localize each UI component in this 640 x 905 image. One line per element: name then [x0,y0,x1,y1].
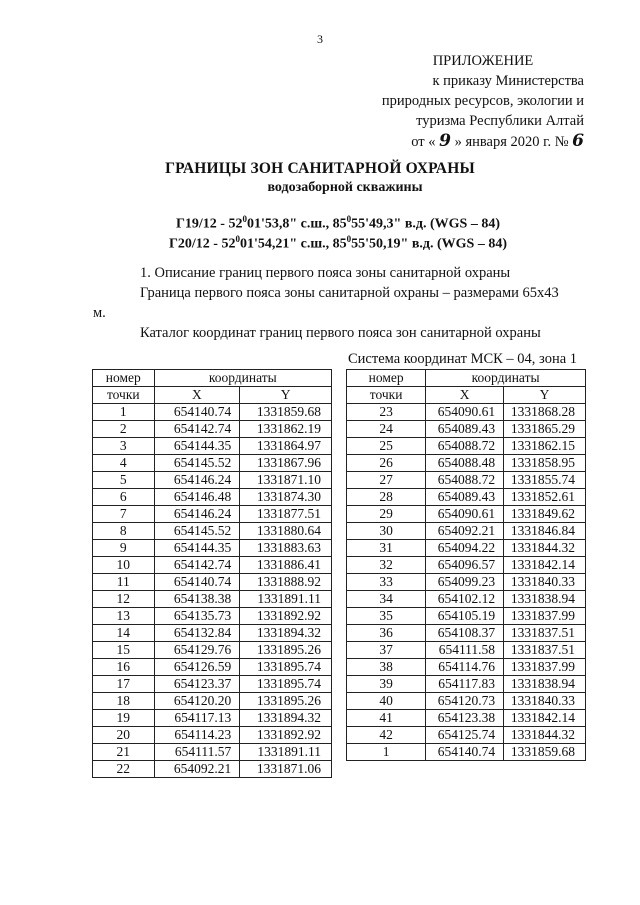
cell-x: 654090.61 [426,506,504,523]
cell-point-number: 38 [347,659,426,676]
table-row [93,506,332,523]
table-row [93,591,332,608]
appendix-line-1: к приказу Министерства [432,73,584,89]
table-row [347,489,586,506]
cell-y: 1331840.33 [504,574,586,591]
cell-point-number: 11 [93,574,155,591]
table-row [347,676,586,693]
cell-y: 1331867.96 [240,455,332,472]
well-coordinates-2: $Г20/12 - 52^001'54,21$" с.ш., $85^055'50,19$" в.д. (WGS – 84) [169,234,507,252]
table-row [347,659,586,676]
cell-x: 654140.74 [154,404,240,421]
cell-x: 654125.74 [426,727,504,744]
cell-x: 654144.35 [154,540,240,557]
cell-x: 654090.61 [426,404,504,421]
appendix-line-2: природных ресурсов, экологии и [381,93,584,109]
header-y: Y [240,387,332,404]
table-row [93,472,332,489]
cell-x: 654111.58 [426,642,504,659]
cell-point-number: 42 [347,727,426,744]
header-x: X [154,387,240,404]
cell-y: 1331871.06 [240,761,332,778]
section-1-text-end: м. [93,305,106,321]
table-row [93,540,332,557]
table-row [93,489,332,506]
cell-x: 654135.73 [154,608,240,625]
cell-x: 654140.74 [426,744,504,761]
cell-point-number: 22 [93,761,155,778]
cell-point-number: 39 [347,676,426,693]
document-title: ГРАНИЦЫ ЗОН САНИТАРНОЙ ОХРАНЫ [165,160,475,177]
table-row [93,693,332,710]
header-number: номер [347,370,426,387]
cell-point-number: 2 [93,421,155,438]
cell-y: 1331840.33 [504,693,586,710]
table-row [93,625,332,642]
table-row [93,744,332,761]
cell-x: 654099.23 [426,574,504,591]
header-y: Y [504,387,586,404]
table-row [347,710,586,727]
cell-point-number: 33 [347,574,426,591]
table-row [93,761,332,778]
document-subtitle: водозаборной скважины [267,180,423,195]
table-row [347,557,586,574]
table-row [347,506,586,523]
appendix-block [344,51,584,152]
cell-y: 1331838.94 [504,676,586,693]
cell-point-number: 13 [93,608,155,625]
cell-point-number: 14 [93,625,155,642]
date-day: 9 [439,131,451,151]
table-row [347,404,586,421]
appendix-date-line [344,131,584,152]
cell-x: 654144.35 [154,438,240,455]
order-number: 6 [572,131,584,151]
header-coordinates: координаты [154,370,331,387]
header-point: точки [347,387,426,404]
cell-x: 654132.84 [154,625,240,642]
section-1-text: Граница первого пояса зоны санитарной охраны – размерами 65х43 [140,285,559,301]
date-mid: » января 2020 г. № [454,134,569,150]
cell-x: 654146.48 [154,489,240,506]
table-row [93,557,332,574]
header-number: номер [93,370,155,387]
cell-point-number: 16 [93,659,155,676]
table-row [347,438,586,455]
cell-y: 1331859.68 [240,404,332,421]
cell-x: 654114.23 [154,727,240,744]
cell-x: 654145.52 [154,455,240,472]
table-row [347,693,586,710]
appendix-title: ПРИЛОЖЕНИЕ [432,53,534,69]
cell-point-number: 12 [93,591,155,608]
cell-x: 654088.72 [426,472,504,489]
cell-point-number: 8 [93,523,155,540]
cell-x: 654145.52 [154,523,240,540]
cell-point-number: 3 [93,438,155,455]
cell-y: 1331892.92 [240,608,332,625]
cell-y: 1331846.84 [504,523,586,540]
cell-point-number: 1 [93,404,155,421]
cell-y: 1331862.19 [240,421,332,438]
cell-y: 1331868.28 [504,404,586,421]
cell-point-number: 28 [347,489,426,506]
cell-y: 1331852.61 [504,489,586,506]
cell-x: 654126.59 [154,659,240,676]
table-row [93,523,332,540]
cell-x: 654142.74 [154,421,240,438]
cell-x: 654089.43 [426,421,504,438]
table-row [347,608,586,625]
table-row [347,421,586,438]
table-row [93,421,332,438]
table-row [93,404,332,421]
cell-y: 1331895.26 [240,642,332,659]
cell-x: 654129.76 [154,642,240,659]
cell-x: 654117.13 [154,710,240,727]
cell-y: 1331838.94 [504,591,586,608]
cell-y: 1331883.63 [240,540,332,557]
cell-y: 1331895.26 [240,693,332,710]
cell-point-number: 20 [93,727,155,744]
cell-y: 1331871.10 [240,472,332,489]
table-row [93,438,332,455]
cell-x: 654096.57 [426,557,504,574]
cell-y: 1331837.99 [504,659,586,676]
header-coordinates: координаты [426,370,586,387]
cell-point-number: 35 [347,608,426,625]
table-row [347,472,586,489]
cell-y: 1331842.14 [504,557,586,574]
cell-point-number: 17 [93,676,155,693]
table-row [93,710,332,727]
cell-point-number: 25 [347,438,426,455]
table-row [347,455,586,472]
cell-x: 654138.38 [154,591,240,608]
cell-point-number: 34 [347,591,426,608]
cell-point-number: 21 [93,744,155,761]
cell-point-number: 7 [93,506,155,523]
cell-y: 1331888.92 [240,574,332,591]
section-1-heading: 1. Описание границ первого пояса зоны санитарной охраны [140,265,511,281]
table-row [93,642,332,659]
header-x: X [426,387,504,404]
cell-x: 654146.24 [154,506,240,523]
cell-y: 1331892.92 [240,727,332,744]
cell-x: 654117.83 [426,676,504,693]
table-row [93,455,332,472]
table-row [347,540,586,557]
well-coordinates-1: $Г19/12 - 52^001'53,8$" с.ш., $85^055'49,3$" в.д. (WGS – 84) [176,214,500,232]
cell-point-number: 30 [347,523,426,540]
cell-y: 1331837.51 [504,642,586,659]
cell-y: 1331886.41 [240,557,332,574]
cell-y: 1331837.99 [504,608,586,625]
cell-point-number: 29 [347,506,426,523]
cell-point-number: 4 [93,455,155,472]
coordinates-table-left [92,369,332,778]
cell-y: 1331865.29 [504,421,586,438]
cell-point-number: 15 [93,642,155,659]
cell-point-number: 37 [347,642,426,659]
cell-x: 654123.38 [426,710,504,727]
cell-x: 654092.21 [154,761,240,778]
table-row [93,574,332,591]
table-row [93,608,332,625]
cell-y: 1331891.11 [240,744,332,761]
table-row [93,727,332,744]
cell-point-number: 27 [347,472,426,489]
cell-point-number: 6 [93,489,155,506]
cell-point-number: 5 [93,472,155,489]
cell-x: 654092.21 [426,523,504,540]
table-row [347,642,586,659]
cell-y: 1331842.14 [504,710,586,727]
cell-x: 654089.43 [426,489,504,506]
coordinates-table-right [346,369,586,761]
cell-x: 654114.76 [426,659,504,676]
cell-point-number: 18 [93,693,155,710]
cell-y: 1331859.68 [504,744,586,761]
cell-y: 1331891.11 [240,591,332,608]
cell-y: 1331895.74 [240,676,332,693]
cell-point-number: 1 [347,744,426,761]
catalog-title: Каталог координат границ первого пояса зон санитарной охраны [140,325,541,341]
cell-point-number: 26 [347,455,426,472]
cell-y: 1331862.15 [504,438,586,455]
table-row [347,744,586,761]
cell-x: 654088.48 [426,455,504,472]
page-number: 3 [317,32,323,46]
table-row [347,523,586,540]
cell-point-number: 10 [93,557,155,574]
cell-x: 654120.73 [426,693,504,710]
cell-x: 654105.19 [426,608,504,625]
cell-y: 1331844.32 [504,540,586,557]
date-prefix: от « [411,134,436,150]
header-point: точки [93,387,155,404]
cell-point-number: 32 [347,557,426,574]
cell-x: 654123.37 [154,676,240,693]
cell-y: 1331858.95 [504,455,586,472]
cell-y: 1331880.64 [240,523,332,540]
cell-x: 654142.74 [154,557,240,574]
coordinate-system: Система координат МСК – 04, зона 1 [348,351,578,367]
cell-y: 1331849.62 [504,506,586,523]
cell-y: 1331844.32 [504,727,586,744]
cell-point-number: 9 [93,540,155,557]
cell-x: 654088.72 [426,438,504,455]
cell-point-number: 36 [347,625,426,642]
cell-y: 1331877.51 [240,506,332,523]
table-row [93,676,332,693]
cell-point-number: 40 [347,693,426,710]
table-row [347,591,586,608]
cell-x: 654108.37 [426,625,504,642]
cell-point-number: 24 [347,421,426,438]
cell-point-number: 19 [93,710,155,727]
cell-x: 654102.12 [426,591,504,608]
cell-point-number: 23 [347,404,426,421]
cell-y: 1331837.51 [504,625,586,642]
table-row [347,574,586,591]
cell-x: 654111.57 [154,744,240,761]
table-row [347,727,586,744]
cell-y: 1331874.30 [240,489,332,506]
cell-y: 1331855.74 [504,472,586,489]
cell-point-number: 31 [347,540,426,557]
cell-y: 1331864.97 [240,438,332,455]
cell-y: 1331895.74 [240,659,332,676]
cell-x: 654094.22 [426,540,504,557]
cell-x: 654140.74 [154,574,240,591]
appendix-line-3: туризма Республики Алтай [416,113,584,129]
table-row [347,625,586,642]
cell-y: 1331894.32 [240,710,332,727]
cell-x: 654120.20 [154,693,240,710]
cell-y: 1331894.32 [240,625,332,642]
cell-x: 654146.24 [154,472,240,489]
cell-point-number: 41 [347,710,426,727]
table-row [93,659,332,676]
